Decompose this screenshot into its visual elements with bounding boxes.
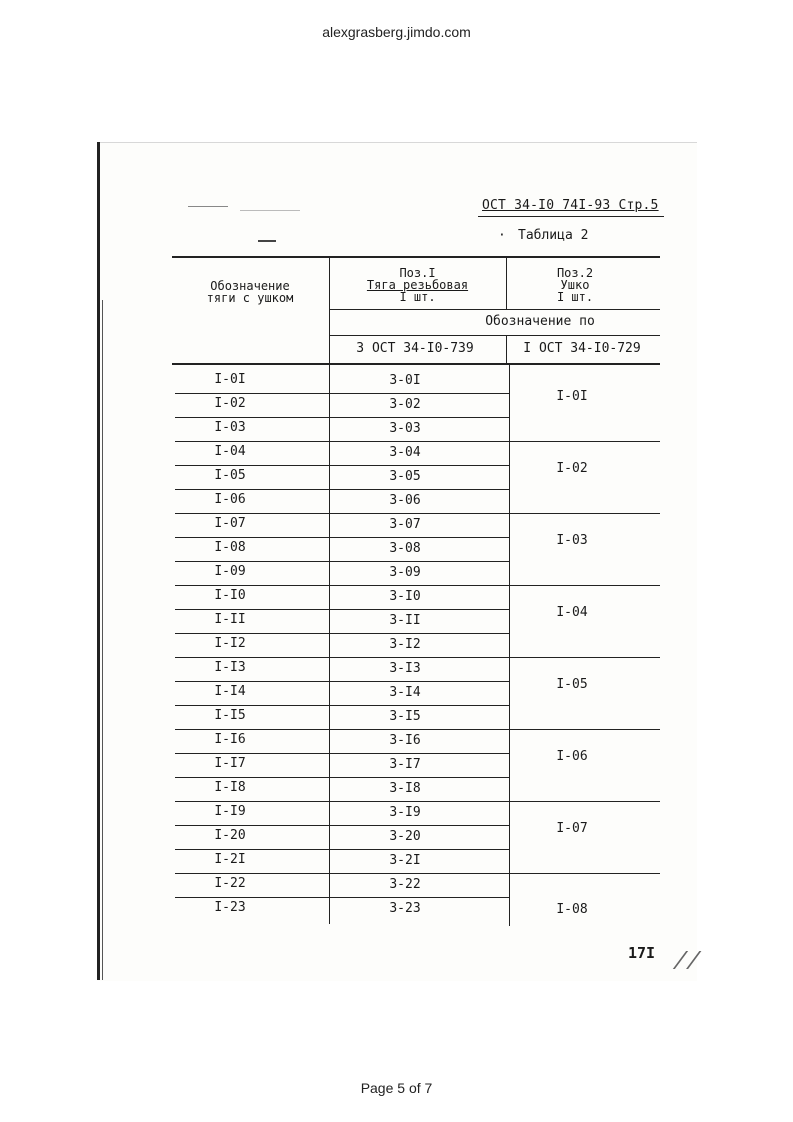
rod-designation-cell: 3-09 — [389, 565, 421, 580]
eye-designation-cell: І-05 — [556, 677, 588, 692]
table-top-border — [172, 256, 660, 258]
scan-smudge — [240, 210, 300, 211]
tie-designation-cell: І-І6 — [214, 732, 246, 747]
tie-designation-cell: І-І4 — [214, 684, 246, 699]
rod-designation-cell: 3-І7 — [389, 757, 421, 772]
row-separator — [175, 585, 509, 586]
tie-designation-cell: І-20 — [214, 828, 246, 843]
rod-designation-cell: 3-І4 — [389, 685, 421, 700]
tie-designation-cell: І-І3 — [214, 660, 246, 675]
group-separator — [509, 657, 660, 658]
scan-smudge — [258, 240, 276, 242]
rod-designation-cell: 3-І2 — [389, 637, 421, 652]
row-separator — [175, 753, 509, 754]
group-separator — [509, 513, 660, 514]
row-separator — [175, 849, 509, 850]
body-divider-1 — [329, 364, 330, 924]
margin-mark: // — [670, 948, 704, 973]
tie-designation-cell: І-03 — [214, 420, 246, 435]
tie-designation-cell: І-22 — [214, 876, 246, 891]
document-code: ОСТ 34-І0 74І-93 Стр.5 — [482, 198, 659, 213]
tie-designation-cell: І-ІІ — [214, 612, 246, 627]
row-separator — [175, 537, 509, 538]
row-separator — [175, 897, 509, 898]
tie-designation-cell: І-2І — [214, 852, 246, 867]
tie-designation-cell: І-І9 — [214, 804, 246, 819]
body-divider-2 — [509, 364, 510, 926]
rod-designation-cell: 3-І9 — [389, 805, 421, 820]
tie-designation-cell: І-І7 — [214, 756, 246, 771]
eye-designation-cell: І-08 — [556, 902, 588, 917]
document-code-underline — [478, 216, 664, 217]
header-rule-1 — [329, 309, 660, 310]
row-separator — [175, 465, 509, 466]
scan-smudge — [188, 206, 228, 207]
header-col2-line2: Тяга резьбовая — [366, 278, 469, 292]
rod-designation-cell: 3-05 — [389, 469, 421, 484]
row-separator — [175, 393, 509, 394]
header-standard-eye: І ОСТ 34-І0-729 — [523, 341, 641, 356]
rod-designation-cell: 3-06 — [389, 493, 421, 508]
tie-designation-cell: І-І8 — [214, 780, 246, 795]
row-separator — [175, 873, 509, 874]
row-separator — [175, 729, 509, 730]
tie-designation-cell: І-02 — [214, 396, 246, 411]
header-col3 — [520, 267, 630, 303]
eye-designation-cell: І-0І — [556, 389, 588, 404]
rod-designation-cell: 3-08 — [389, 541, 421, 556]
rod-designation-cell: 3-04 — [389, 445, 421, 460]
eye-designation-cell: І-02 — [556, 461, 588, 476]
row-separator — [175, 489, 509, 490]
tie-designation-cell: І-06 — [214, 492, 246, 507]
rod-designation-cell: 3-І8 — [389, 781, 421, 796]
group-separator — [509, 801, 660, 802]
header-divider-1 — [329, 256, 330, 364]
eye-designation-cell: І-07 — [556, 821, 588, 836]
row-separator — [175, 777, 509, 778]
tie-designation-cell: І-0І — [214, 372, 246, 387]
header-designation-by: Обозначение по — [485, 314, 595, 329]
header-divider-2 — [506, 256, 507, 310]
group-separator — [509, 585, 660, 586]
eye-designation-cell: І-03 — [556, 533, 588, 548]
row-separator — [175, 825, 509, 826]
row-separator — [175, 417, 509, 418]
row-separator — [175, 705, 509, 706]
rod-designation-cell: 3-І6 — [389, 733, 421, 748]
eye-designation-cell: І-04 — [556, 605, 588, 620]
group-separator — [509, 441, 660, 442]
scan-edge — [97, 142, 100, 980]
header-rule-2 — [329, 335, 660, 336]
header-divider-3 — [506, 335, 507, 364]
site-header: alexgrasberg.jimdo.com — [322, 24, 471, 40]
row-separator — [175, 633, 509, 634]
tie-designation-cell: І-23 — [214, 900, 246, 915]
eye-designation-cell: І-06 — [556, 749, 588, 764]
scan-edge-inner — [102, 300, 103, 980]
group-separator — [509, 729, 660, 730]
rod-designation-cell: 3-0І — [389, 373, 421, 388]
header-col3-line2: Ушко — [560, 278, 590, 292]
row-separator — [175, 801, 509, 802]
tie-designation-cell: І-04 — [214, 444, 246, 459]
row-separator — [175, 441, 509, 442]
header-col2 — [340, 267, 495, 303]
tie-designation-cell: І-І2 — [214, 636, 246, 651]
page-footer: Page 5 of 7 — [360, 1080, 433, 1096]
header-col1-line1: Обозначение — [210, 279, 290, 293]
rod-designation-cell: 3-2І — [389, 853, 421, 868]
header-col1 — [180, 280, 320, 304]
rod-designation-cell: 3-07 — [389, 517, 421, 532]
page-number: 17І — [628, 944, 656, 962]
row-separator — [175, 609, 509, 610]
rod-designation-cell: 3-03 — [389, 421, 421, 436]
header-col3-line1: Поз.2 — [556, 266, 594, 280]
tie-designation-cell: І-05 — [214, 468, 246, 483]
header-col2-line1: Поз.І — [399, 266, 436, 280]
rod-designation-cell: 3-23 — [389, 901, 421, 916]
row-separator — [175, 561, 509, 562]
group-separator — [509, 873, 660, 874]
rod-designation-cell: 3-22 — [389, 877, 421, 892]
rod-designation-cell: 3-І0 — [389, 589, 421, 604]
table-title: Таблица 2 — [518, 228, 589, 243]
rod-designation-cell: 3-І3 — [389, 661, 421, 676]
header-standard-rod: 3 ОСТ 34-І0-739 — [356, 341, 474, 356]
row-separator — [175, 513, 509, 514]
tie-designation-cell: І-08 — [214, 540, 246, 555]
tie-designation-cell: І-09 — [214, 564, 246, 579]
tie-designation-cell: І-І5 — [214, 708, 246, 723]
header-col2-line3: І шт. — [399, 290, 436, 304]
header-col1-line2: тяги с ушком — [206, 291, 294, 305]
rod-designation-cell: 3-02 — [389, 397, 421, 412]
header-bottom-border — [172, 363, 660, 365]
rod-designation-cell: 3-20 — [389, 829, 421, 844]
tie-designation-cell: І-І0 — [214, 588, 246, 603]
bullet-dot: · — [498, 228, 506, 243]
rod-designation-cell: 3-І5 — [389, 709, 421, 724]
rod-designation-cell: 3-ІІ — [389, 613, 421, 628]
header-col3-line3: І шт. — [556, 290, 594, 304]
row-separator — [175, 657, 509, 658]
tie-designation-cell: І-07 — [214, 516, 246, 531]
row-separator — [175, 681, 509, 682]
